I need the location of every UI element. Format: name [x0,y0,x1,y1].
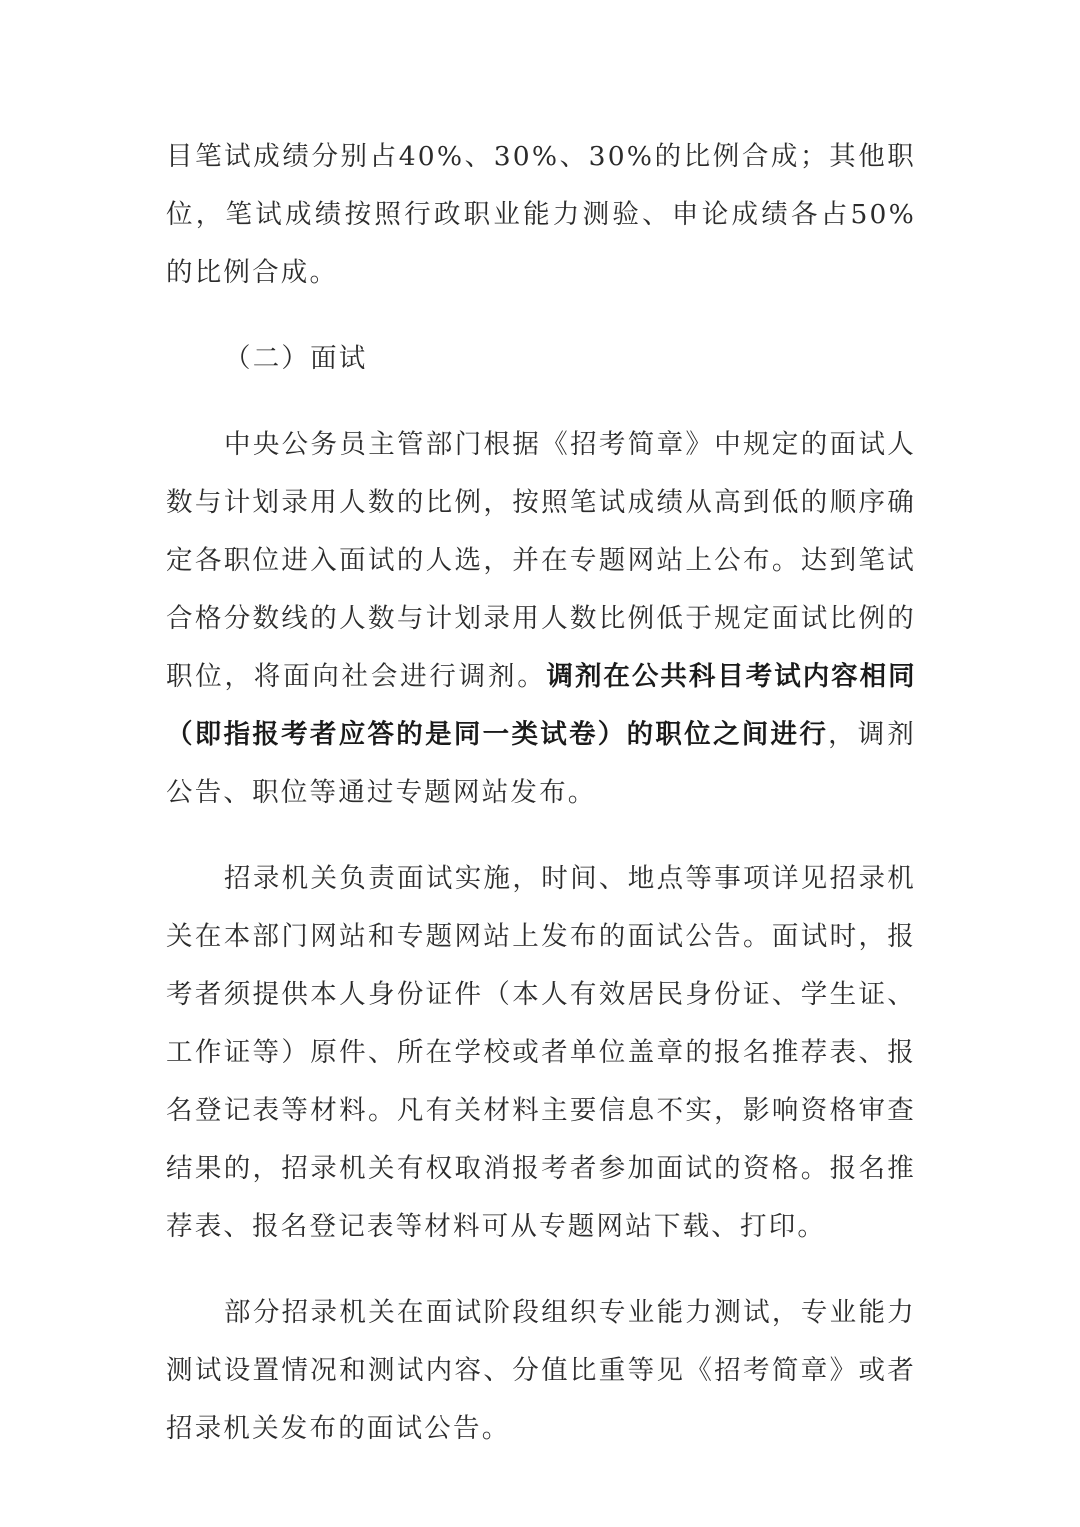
document-page [166,128,916,1458]
paragraph-interview-selection-text: 中央公务员主管部门根据《招考简章》中规定的面试人数与计划录用人数的比例，按照笔试成绩从高到低的顺序确定各职位进入面试的人选，并在专题网站上公布。达到笔试合格分数线的人数与计划录用人数比例低于规定面试比例的职位，将面向社会进行调剂。 [166,429,916,692]
paragraph-adjustment-emphasis: 调剂在公共科目考试内容相同（即指报考者应答的是同一类试卷）的职位之间进行 [166,661,916,750]
paragraph-interview-implementation: 招录机关负责面试实施，时间、地点等事项详见招录机关在本部门网站和专题网站上发布的面试公告。面试时，报考者须提供本人身份证件（本人有效居民身份证、学生证、工作证等）原件、所在学校或者单位盖章的报名推荐表、报名登记表等材料。凡有关材料主要信息不实，影响资格审查结果的，招录机关有权取消报考者参加面试的资格。报名推荐表、报名登记表等材料可从专题网站下载、打印。 [166,863,916,1242]
paragraph-adjustment-tail: ，调剂公告、职位等通过专题网站发布。 [166,719,917,808]
paragraph-professional-test: 部分招录机关在面试阶段组织专业能力测试，专业能力测试设置情况和测试内容、分值比重等见《招考简章》或者招录机关发布的面试公告。 [166,1297,916,1444]
paragraph-interview-selection [166,416,916,822]
section-heading-interview: （二）面试 [224,343,368,374]
paragraph-written-exam-weights: 目笔试成绩分别占40%、30%、30%的比例合成；其他职位，笔试成绩按照行政职业能力测验、申论成绩各占50%的比例合成。 [166,141,916,288]
